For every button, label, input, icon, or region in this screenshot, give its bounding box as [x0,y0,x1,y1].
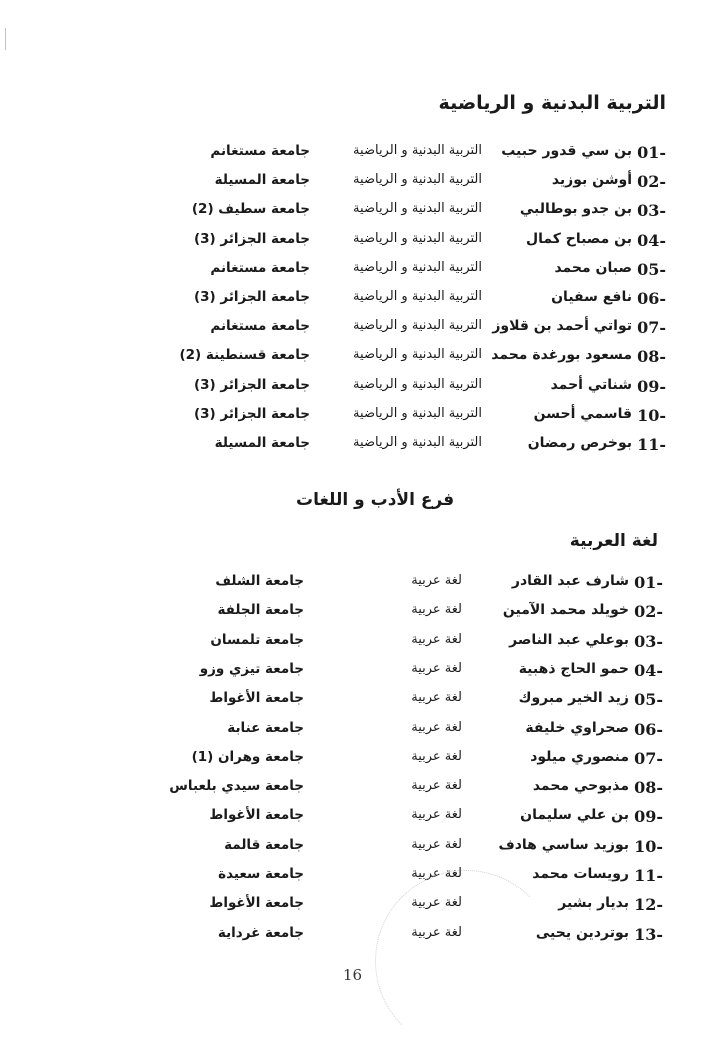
row-number: 10- [637,405,666,425]
person-name: صبان محمد [554,259,632,276]
list-row [0,895,718,921]
row-number: 01- [634,573,663,592]
person-name: بوخرص رمضان [527,435,632,451]
list-row [0,172,718,198]
person-name: نافع سفيان [551,289,632,305]
specialty: لغة عربية [411,602,462,618]
row-number: 07- [634,748,663,768]
list-row [0,231,718,257]
specialty: التربية البدنية و الرياضية [353,259,482,275]
specialty: لغة عربية [411,631,462,647]
person-name: بوتردين يحيى [535,924,629,941]
list-row [0,690,718,716]
university: جامعة الجلفة [217,602,304,619]
university: جامعة غرداية [217,924,304,941]
university: جامعة الأغواط [209,807,304,824]
section-heading-physical-education: التربية البدنية و الرياضية [438,92,666,114]
person-name: تواتي أحمد بن قلاوز [492,318,632,335]
specialty: لغة عربية [411,719,462,735]
faint-stamp-mark [375,870,557,1052]
specialty: التربية البدنية و الرياضية [353,172,482,188]
row-number: 04- [634,660,663,680]
university: جامعة مستغانم [210,143,310,159]
specialty: التربية البدنية و الرياضية [353,143,482,158]
section-heading-arabic-language: لغة العربية [569,531,658,551]
specialty: التربية البدنية و الرياضية [353,230,482,246]
list-row [0,720,718,746]
person-name: بوعلي عبد الناصر [509,631,629,648]
specialty: التربية البدنية و الرياضية [353,318,482,334]
scan-artifact [5,28,6,50]
row-number: 09- [637,376,666,396]
row-number: 06- [634,719,663,739]
university: جامعة سطيف (2) [191,201,310,218]
university: جامعة قسنطينة (2) [179,347,310,364]
list-row [0,143,718,169]
person-name: شناتي أحمد [550,376,632,393]
person-name: قاسمي أحسن [533,405,632,422]
row-number: 02- [637,172,666,192]
person-name: بن سي قدور حبيب [501,143,632,159]
row-number: 03- [637,201,666,221]
university: جامعة مستغانم [210,318,310,335]
university: جامعة الجزائر (3) [193,230,310,247]
person-name: خويلد محمد الآمين [502,602,629,619]
person-name: مذبوحي محمد [532,778,629,795]
row-number: 11- [637,435,666,454]
row-number: 10- [634,836,663,856]
list-row [0,661,718,687]
specialty: لغة عربية [411,573,462,588]
row-number: 07- [637,318,666,338]
list-row [0,289,718,315]
list-row [0,749,718,775]
specialty: لغة عربية [411,807,462,823]
row-number: 08- [634,778,663,798]
list-row [0,778,718,804]
person-name: رويسات محمد [532,866,629,882]
person-name: منصوري ميلود [530,748,629,765]
specialty: لغة عربية [411,778,462,794]
specialty: لغة عربية [411,924,462,940]
university: جامعة وهران (1) [191,748,304,765]
person-name: بن مصباح كمال [525,230,632,247]
row-number: 11- [634,866,663,885]
list-row [0,837,718,863]
university: جامعة تيزي وزو [199,660,304,677]
specialty: لغة عربية [411,660,462,676]
list-row [0,435,718,461]
list-row [0,632,718,658]
person-name: زيد الخير مبروك [518,690,629,707]
list-row [0,406,718,432]
person-name: صحراوي خليفة [525,719,629,736]
list-row [0,602,718,628]
person-name: بن جدو بوطالبي [519,201,632,218]
row-number: 12- [634,895,663,915]
specialty: لغة عربية [411,895,462,911]
specialty: التربية البدنية و الرياضية [353,405,482,421]
university: جامعة الشلف [215,573,304,589]
list-row [0,318,718,344]
row-number: 08- [637,347,666,367]
university: جامعة المسيلة [214,172,310,189]
specialty: التربية البدنية و الرياضية [353,347,482,363]
university: جامعة الجزائر (3) [193,405,310,422]
list-row [0,260,718,286]
person-name: بديار بشير [558,895,629,912]
university: جامعة عنابة [227,719,304,736]
row-number: 03- [634,631,663,651]
university: جامعة الجزائر (3) [193,289,310,305]
list-row [0,377,718,403]
page-number: 16 [343,966,363,984]
university: جامعة الأغواط [209,690,304,707]
person-name: بوزيد ساسي هادف [498,836,629,853]
specialty: التربية البدنية و الرياضية [353,201,482,217]
university: جامعة قالمة [224,836,304,853]
person-name: أوشن بوزيد [551,172,632,189]
list-row [0,347,718,373]
row-number: 05- [637,259,666,279]
person-name: حمو الحاج ذهبية [518,660,629,677]
row-number: 09- [634,807,663,827]
row-number: 02- [634,602,663,622]
branch-heading: فرع الأدب و اللغات [296,490,455,510]
university: جامعة تلمسان [210,631,304,648]
row-number: 05- [634,690,663,710]
row-number: 06- [637,289,666,308]
university: جامعة مستغانم [210,259,310,276]
list-row [0,925,718,951]
specialty: التربية البدنية و الرياضية [353,435,482,450]
row-number: 13- [634,924,663,944]
specialty: لغة عربية [411,748,462,764]
specialty: لغة عربية [411,866,462,881]
university: جامعة المسيلة [214,435,310,451]
person-name: مسعود بورغدة محمد [491,347,632,364]
university: جامعة سيدي بلعباس [169,778,304,795]
list-row [0,573,718,599]
university: جامعة سعيدة [218,866,304,882]
specialty: التربية البدنية و الرياضية [353,376,482,392]
university: جامعة الجزائر (3) [193,376,310,393]
university: جامعة الأغواط [209,895,304,912]
specialty: التربية البدنية و الرياضية [353,289,482,304]
list-row [0,201,718,227]
specialty: لغة عربية [411,836,462,852]
row-number: 01- [637,143,666,162]
list-row [0,866,718,892]
list-row [0,807,718,833]
row-number: 04- [637,230,666,250]
specialty: لغة عربية [411,690,462,706]
person-name: بن علي سليمان [520,807,629,824]
person-name: شارف عبد القادر [511,573,629,589]
